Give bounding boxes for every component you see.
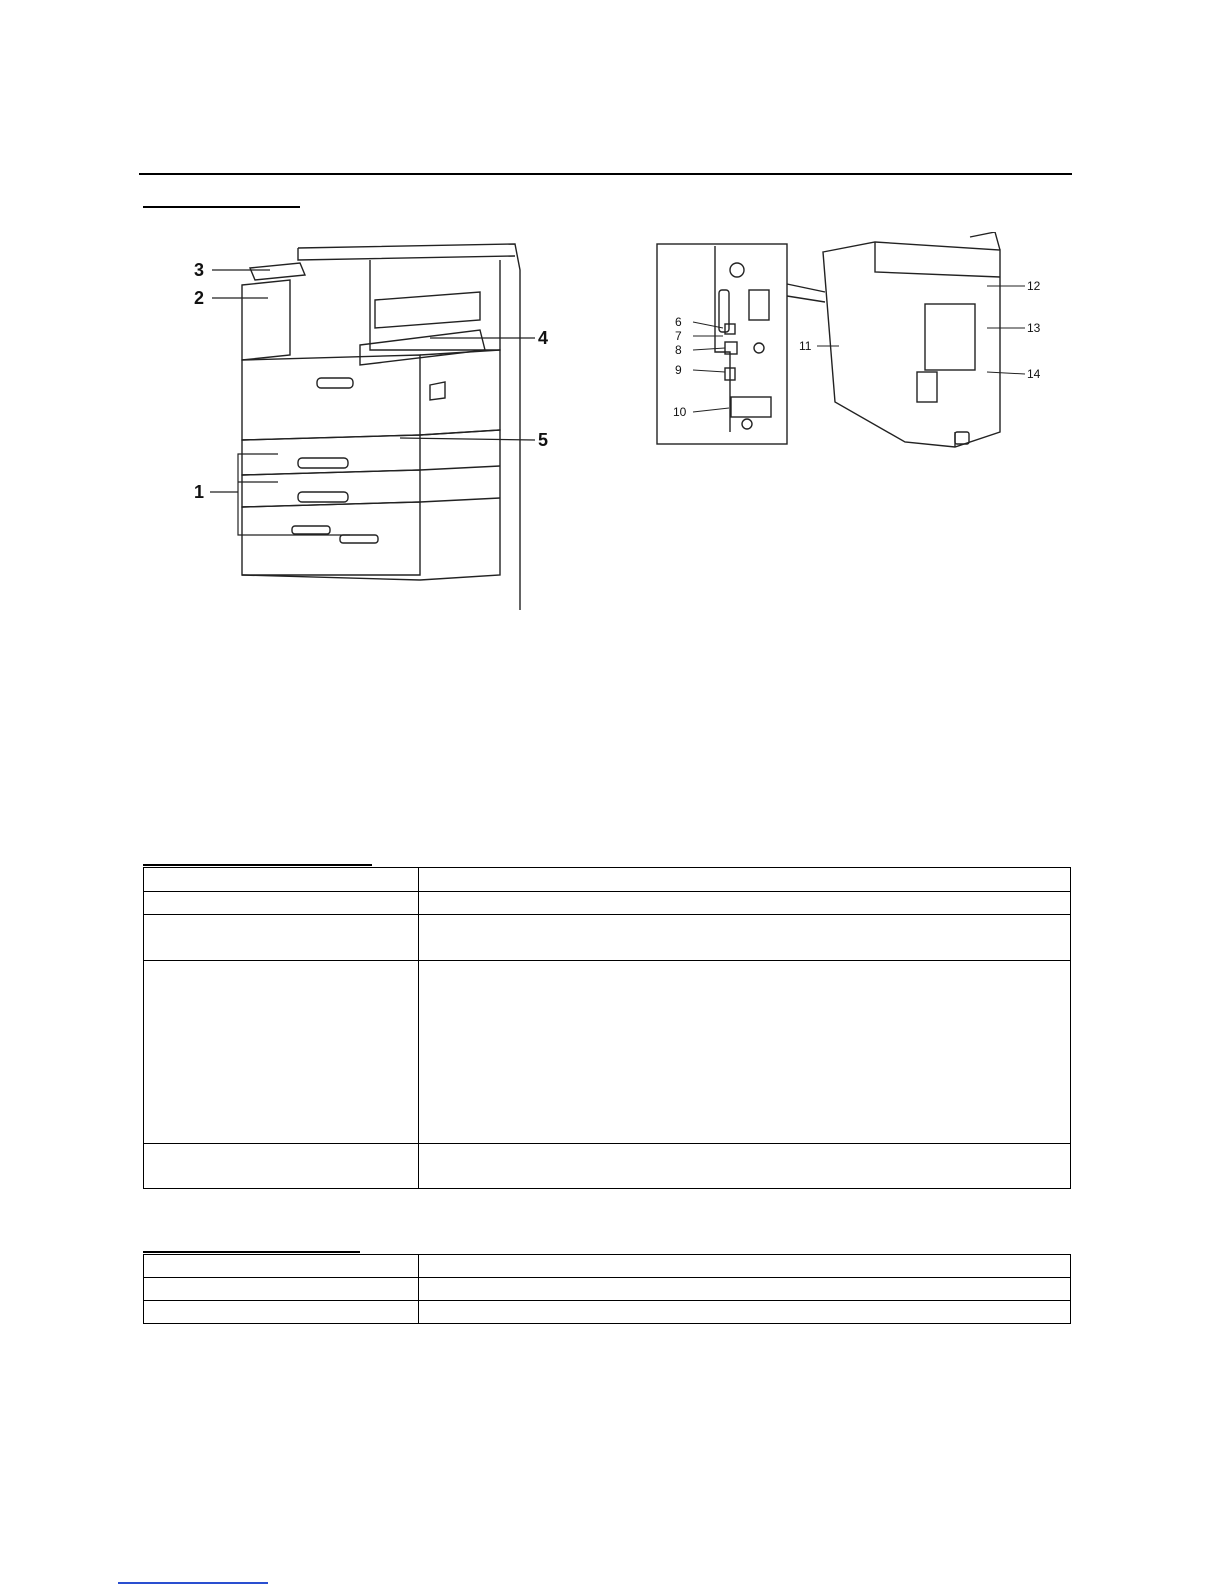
table-cell (419, 961, 1071, 1144)
table-2-heading-underline (143, 1251, 360, 1253)
table-cell (144, 915, 419, 961)
callout-13: 13 (1027, 321, 1041, 335)
table-row (144, 961, 1071, 1144)
table-row (144, 868, 1071, 892)
callout-10: 10 (673, 405, 687, 419)
table-row (144, 1255, 1071, 1278)
table-cell (144, 1278, 419, 1301)
spec-table-1 (143, 867, 1071, 1189)
callout-3: 3 (194, 260, 205, 280)
table-cell (144, 1301, 419, 1324)
table-cell (419, 1301, 1071, 1324)
table-cell (419, 915, 1071, 961)
table-row (144, 892, 1071, 915)
callout-5: 5 (538, 430, 549, 450)
table-cell (144, 868, 419, 892)
callout-1: 1 (194, 482, 205, 502)
callout-9: 9 (675, 363, 682, 377)
table-cell (144, 892, 419, 915)
section-heading-underline (143, 206, 300, 208)
callout-4: 4 (538, 328, 549, 348)
callout-2: 2 (194, 288, 205, 308)
table-row (144, 915, 1071, 961)
printer-front-view-figure (180, 230, 560, 610)
table-cell (419, 868, 1071, 892)
table-cell (419, 1278, 1071, 1301)
footer-link-underline[interactable] (118, 1582, 268, 1584)
table-cell (419, 1144, 1071, 1189)
callout-12: 12 (1027, 279, 1041, 293)
table-cell (419, 1255, 1071, 1278)
header-rule (139, 173, 1072, 175)
table-cell (419, 892, 1071, 915)
callout-6: 6 (675, 315, 682, 329)
printer-rear-view-figure (655, 232, 1055, 452)
callout-11: 11 (799, 339, 812, 353)
table-row (144, 1278, 1071, 1301)
table-cell (144, 1255, 419, 1278)
table-row (144, 1144, 1071, 1189)
callout-14: 14 (1027, 367, 1041, 381)
spec-table-2 (143, 1254, 1071, 1324)
callout-8: 8 (675, 343, 682, 357)
table-cell (144, 1144, 419, 1189)
table-cell (144, 961, 419, 1144)
table-1-heading-underline (143, 864, 372, 866)
table-row (144, 1301, 1071, 1324)
callout-7: 7 (675, 329, 682, 343)
